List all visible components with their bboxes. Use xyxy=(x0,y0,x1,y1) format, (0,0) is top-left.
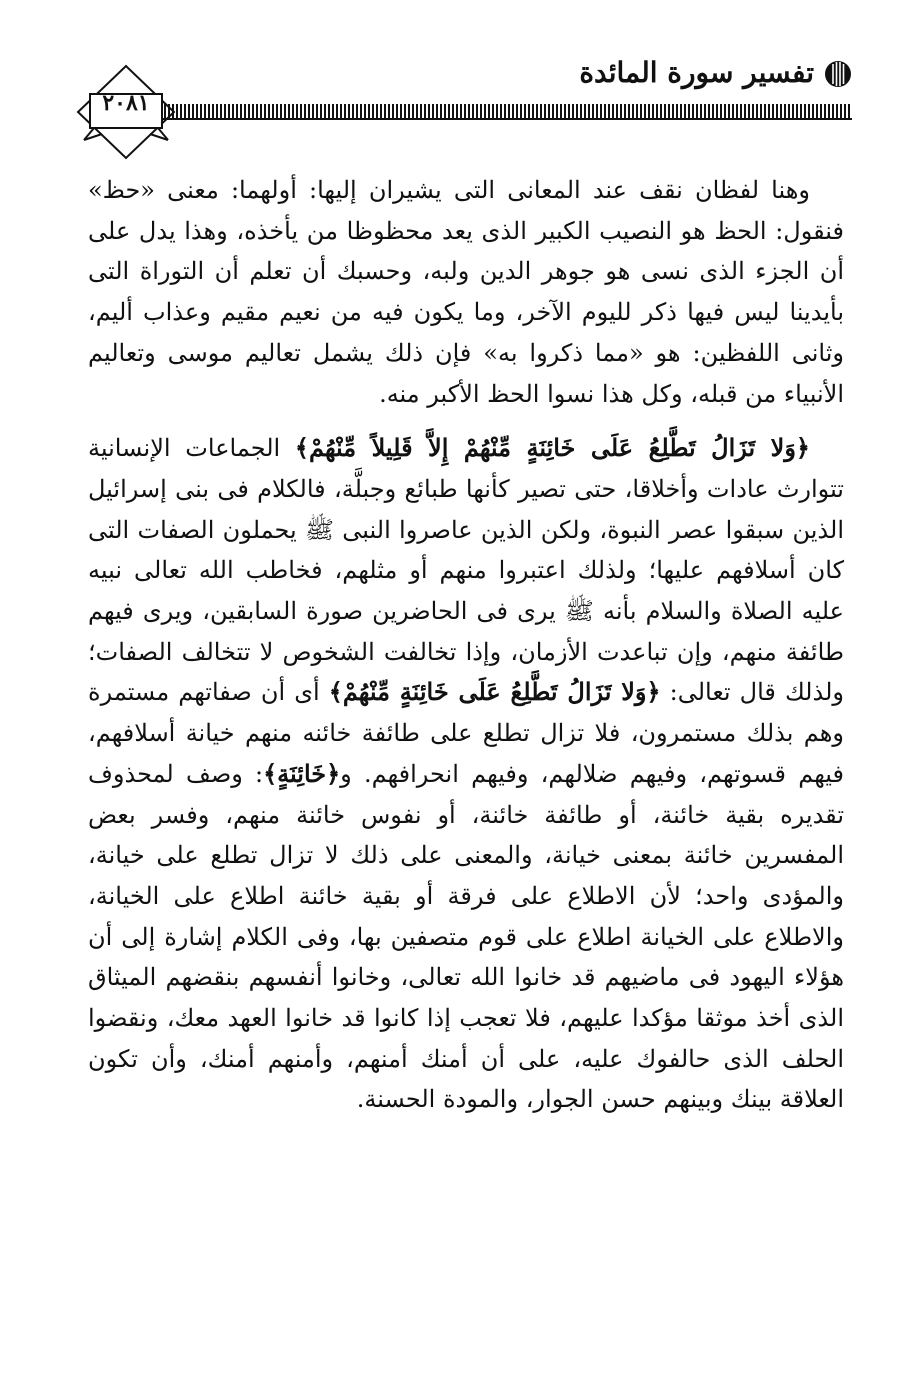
paragraph-text: وهنا لفظان نقف عند المعانى التى يشيران إليها: أولهما: معنى «حظ» فنقول: الحظ هو النصيب الكبير الذى يعد محظوظا من يأخذه، وهذا يدل على أن الجزء الذى نسى هو جوهر الدين ولبه، وحسبك أن تعلم أن التوراة التى بأيدينا ليس فيها ذكر لليوم الآخر، وما يكون فيه من نعيم مقيم وعذاب أليم، وثانى اللفظين: هو «مما ذكروا به» فإن ذلك يشمل تعاليم موسى وتعاليم الأنبياء من قبله، وكل هذا نسوا الحظ الأكبر منه. xyxy=(88,176,844,408)
page-number: ٢٠٨١ xyxy=(102,90,150,116)
header-rule-line xyxy=(160,118,852,120)
paragraph-text: الجماعات الإنسانية تتوارث عادات وأخلاقا، حتى تصير كأنها طبائع وجبلَّة، فالكلام فى بنى إسرائيل الذين سبقوا عصر النبوة، ولكن الذين عاصروا النبى ﷺ يحملون الصفات التى كان أسلافهم عليها؛ ولذلك اعتبروا منهم أو مثلهم، فخاطب الله تعالى نبيه عليه الصلاة والسلام بأنه ﷺ يرى فى الحاضرين صورة السابقين، ويرى فيهم طائفة منهم، وإن تباعدت الأزمان، وإذا تخالفت الشخوص لا تتخالف الصفات؛ ولذلك قال تعالى: xyxy=(88,434,845,707)
quran-verse: ﴿وَلا تَزَالُ تَطَّلِعُ عَلَى خَائِنَةٍ مِّنْهُمْ﴾ xyxy=(328,677,661,707)
page-body xyxy=(88,170,844,1120)
page-header xyxy=(0,0,914,170)
quran-verse: ﴿وَلا تَزَالُ تَطَّلِعُ عَلَى خَائِنَةٍ مِّنْهُمْ إِلاَّ قَلِيلاً مِّنْهُمْ﴾ xyxy=(294,433,810,463)
paragraph xyxy=(88,428,844,1120)
paragraph xyxy=(88,170,844,414)
paragraph-text: أى أن صفاتهم مستمرة وهم بذلك مستمرون، فلا تزال تطلع على طائفة خائنه منهم خيانة أسلافهم، فيهم قسوتهم، وفيهم ضلالهم، وفيهم انحرافهم. و xyxy=(88,678,844,788)
surah-title: تفسير سورة المائدة xyxy=(579,56,814,89)
paragraph-text: : وصف لمحذوف تقديره بقية خائنة، أو طائفة خائنة، أو نفوس خائنة منهم، وفسر بعض المفسرين خائنة بمعنى خيانة، والمعنى على ذلك لا تزال تطلع على خيانة، والمؤدى واحد؛ لأن الاطلاع على فرقة أو بقية خائنة اطلاع على الخيانة، والاطلاع على الخيانة اطلاع على قوم متصفين بها، وفى الكلام إشارة إلى أن هؤلاء اليهود فى ماضيهم قد خانوا الله تعالى، وخانوا أنفسهم بنقضهم الميثاق الذى أخذ موثقا مؤكدا عليهم، فلا تعجب إذا كانوا قد خانوا العهد معك، ونقضوا الحلف الذى حالفوك عليه، على أن أمنك أمنهم، وأمنهم أمنك، وأن تكون العلاقة بينك وبينهم حسن الجوار، والمودة الحسنة. xyxy=(88,759,845,1114)
quran-verse: ﴿خَائِنَةٍ﴾ xyxy=(263,758,341,788)
flower-ornament-icon xyxy=(822,58,854,90)
header-rule xyxy=(160,104,852,118)
